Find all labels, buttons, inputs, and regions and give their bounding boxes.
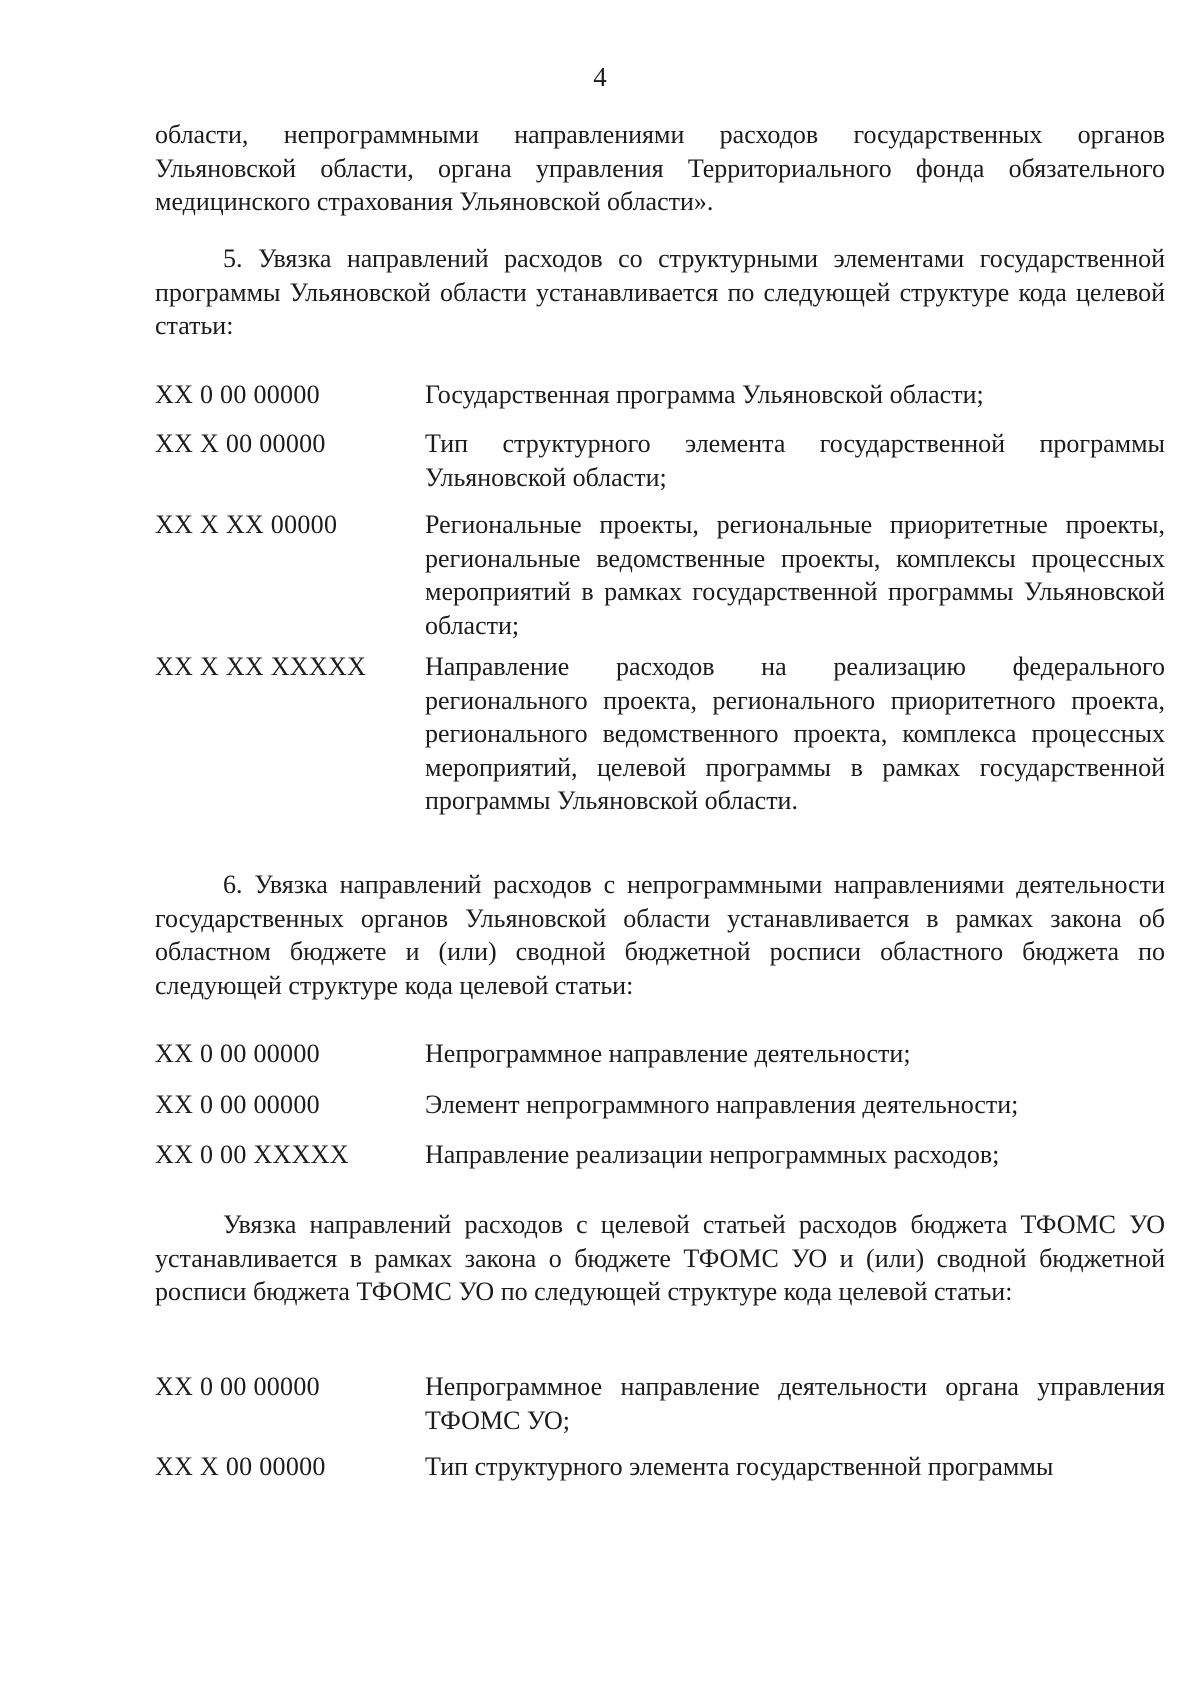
code-structure: XX 0 00 XXXXX: [155, 1140, 349, 1169]
tfoms-paragraph: Увязка направлений расходов с целевой статьей расходов бюджета ТФОМС УО устанавливается в рамках закона о бюджете ТФОМС УО и (или) сводной бюджетной росписи бюджета ТФОМС УО по следующей структуре кода целевой статьи:: [155, 1210, 1165, 1306]
code-structure: XX X XX XXXXX: [155, 652, 367, 681]
page-number: 4: [593, 62, 607, 92]
code-description: Элемент непрограммного направления деятельности;: [425, 1090, 1019, 1119]
code-structure: XX X XX 00000: [155, 510, 338, 539]
code-structure: XX 0 00 00000: [155, 1039, 320, 1068]
intro-continuation: области, непрограммными направлениями расходов государственных органов Ульяновской области, органа управления Территориального фонда обязательного медицинского страхования Ульяновской области».: [155, 120, 1165, 216]
section-6-paragraph: 6. Увязка направлений расходов с непрограммными направлениями деятельности государственных органов Ульяновской области устанавливается в рамках закона об областном бюджете и (или) сводной бюджетной росписи областного бюджета по следующей структуре кода целевой статьи:: [155, 870, 1165, 1000]
code-description: Государственная программа Ульяновской области;: [425, 380, 984, 409]
code-structure: XX 0 00 00000: [155, 380, 320, 409]
code-description: Непрограммное направление деятельности;: [425, 1039, 911, 1068]
code-description: Тип структурного элемента государственной программы Ульяновской области;: [425, 429, 1165, 492]
code-structure: XX 0 00 00000: [155, 1090, 320, 1119]
code-structure: XX X 00 00000: [155, 1452, 326, 1481]
code-description: Направление расходов на реализацию федерального регионального проекта, регионального приоритетного проекта, регионального ведомственного проекта, комплекса процессных мероприятий, целевой программы в рамках государственной программы Ульяновской области.: [425, 652, 1165, 815]
code-description: Непрограммное направление деятельности органа управления ТФОМС УО;: [425, 1372, 1165, 1435]
code-structure: XX 0 00 00000: [155, 1372, 320, 1401]
code-description: Тип структурного элемента государственной программы: [425, 1452, 1054, 1481]
code-structure: XX X 00 00000: [155, 429, 326, 458]
section-5-paragraph: 5. Увязка направлений расходов со структурными элементами государственной программы Ульяновской области устанавливается по следующей структуре кода целевой статьи:: [155, 244, 1165, 340]
code-description: Направление реализации непрограммных расходов;: [425, 1140, 1000, 1169]
code-description: Региональные проекты, региональные приоритетные проекты, региональные ведомственные проекты, комплексы процессных мероприятий в рамках государственной программы Ульяновской области;: [425, 510, 1165, 640]
